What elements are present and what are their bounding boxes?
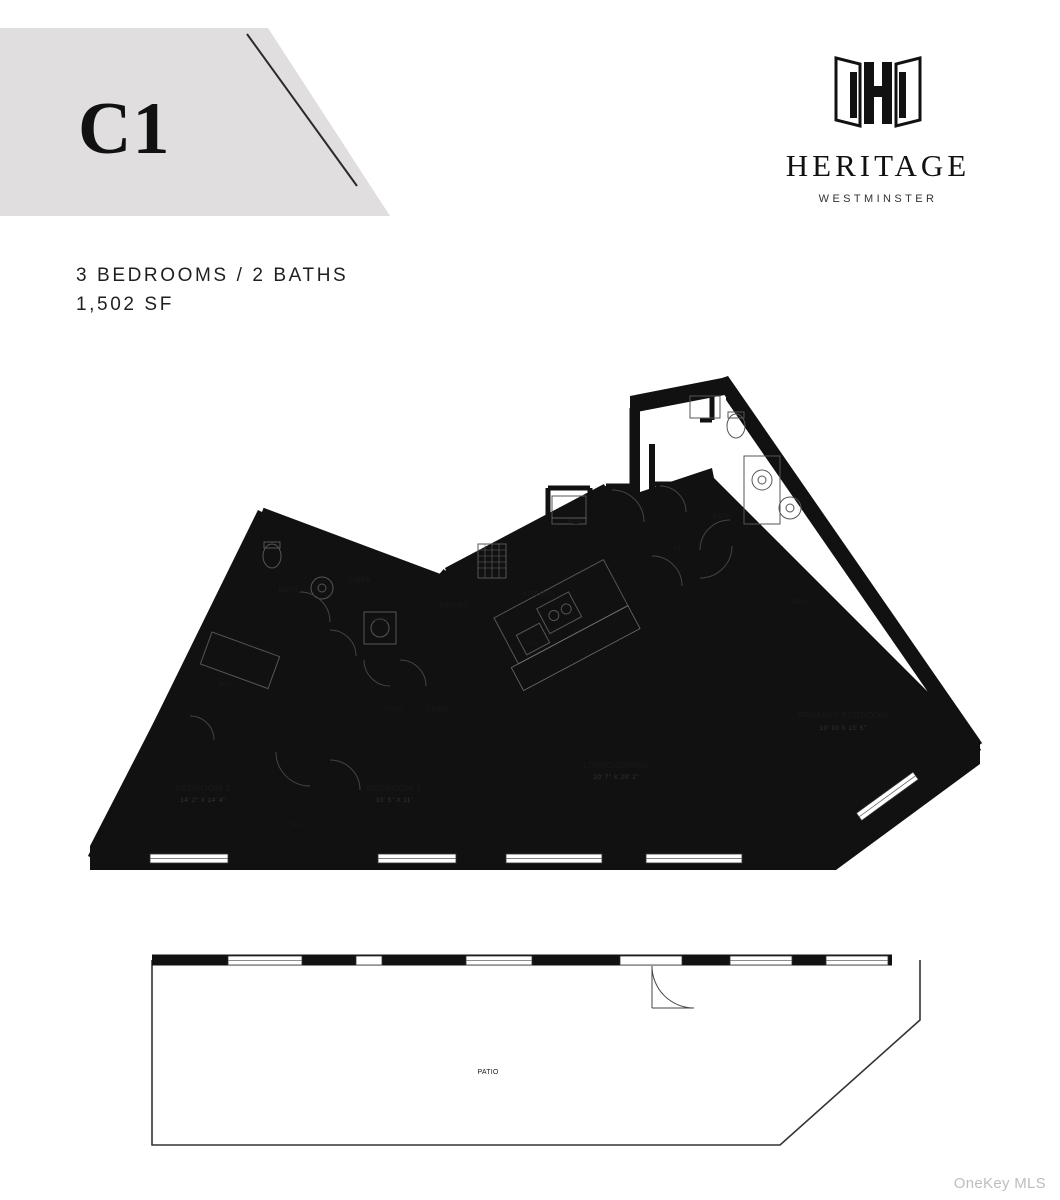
room-label-patio: PATIO bbox=[477, 1069, 499, 1076]
brand-subtitle: WESTMINSTER bbox=[818, 193, 938, 205]
room-label-pantry: PANTRY bbox=[439, 603, 469, 610]
watermark-label: OneKey MLS bbox=[953, 1175, 1046, 1192]
room-label-bedroom-2: BEDROOM 2 bbox=[175, 783, 231, 793]
room-label-linen-bath: LINEN bbox=[349, 577, 371, 584]
brand-lockup bbox=[758, 54, 998, 205]
room-dim-living-dining: 20' 7" X 29' 1" bbox=[593, 774, 639, 781]
floorplan-drawing bbox=[0, 360, 1060, 1180]
room-label-cl-hall: CL bbox=[291, 821, 301, 828]
spec-bedrooms-baths: 3 BEDROOMS / 2 BATHS bbox=[76, 265, 349, 286]
room-label-living-dining: LIVING/DINING bbox=[583, 760, 649, 770]
patio-plan bbox=[152, 956, 920, 1145]
room-label-wic-1: WIC bbox=[791, 599, 807, 606]
room-label-kitchen: KITCHEN bbox=[522, 591, 556, 598]
room-label-linen-hall: LINEN bbox=[427, 706, 449, 713]
room-label-bath-2: BATH bbox=[278, 587, 298, 594]
unit-specs bbox=[76, 262, 348, 319]
unit-exterior-walls bbox=[90, 376, 980, 870]
heritage-logo-icon bbox=[830, 54, 926, 132]
plan-code-label: C1 bbox=[78, 88, 171, 170]
room-label-ref: REF bbox=[567, 519, 583, 526]
room-label-dw: DW bbox=[526, 641, 540, 648]
spec-square-footage: 1,502 SF bbox=[76, 293, 174, 315]
room-dim-primary-bedroom: 10' 10 X 13' 5" bbox=[819, 725, 867, 732]
room-label-hvac: HVAC bbox=[384, 706, 404, 713]
room-label-bath-1: BATH bbox=[712, 513, 732, 520]
room-dim-bedroom-2: 14' 2" X 14' 4" bbox=[180, 797, 226, 804]
room-label-bedroom-3: BEDROOM 3 bbox=[366, 783, 422, 793]
room-label-primary-bedroom: PRIMARY BEDROOM bbox=[797, 710, 889, 720]
room-label-wic-2: WIC bbox=[218, 681, 234, 688]
brand-name: HERITAGE bbox=[785, 148, 971, 183]
room-dim-bedroom-3: 10' 5" X 11' bbox=[375, 797, 413, 804]
room-label-wd: W/D bbox=[373, 617, 389, 624]
banner-slash-decoration bbox=[243, 30, 361, 190]
room-label-cl-primary: CL bbox=[673, 545, 683, 552]
